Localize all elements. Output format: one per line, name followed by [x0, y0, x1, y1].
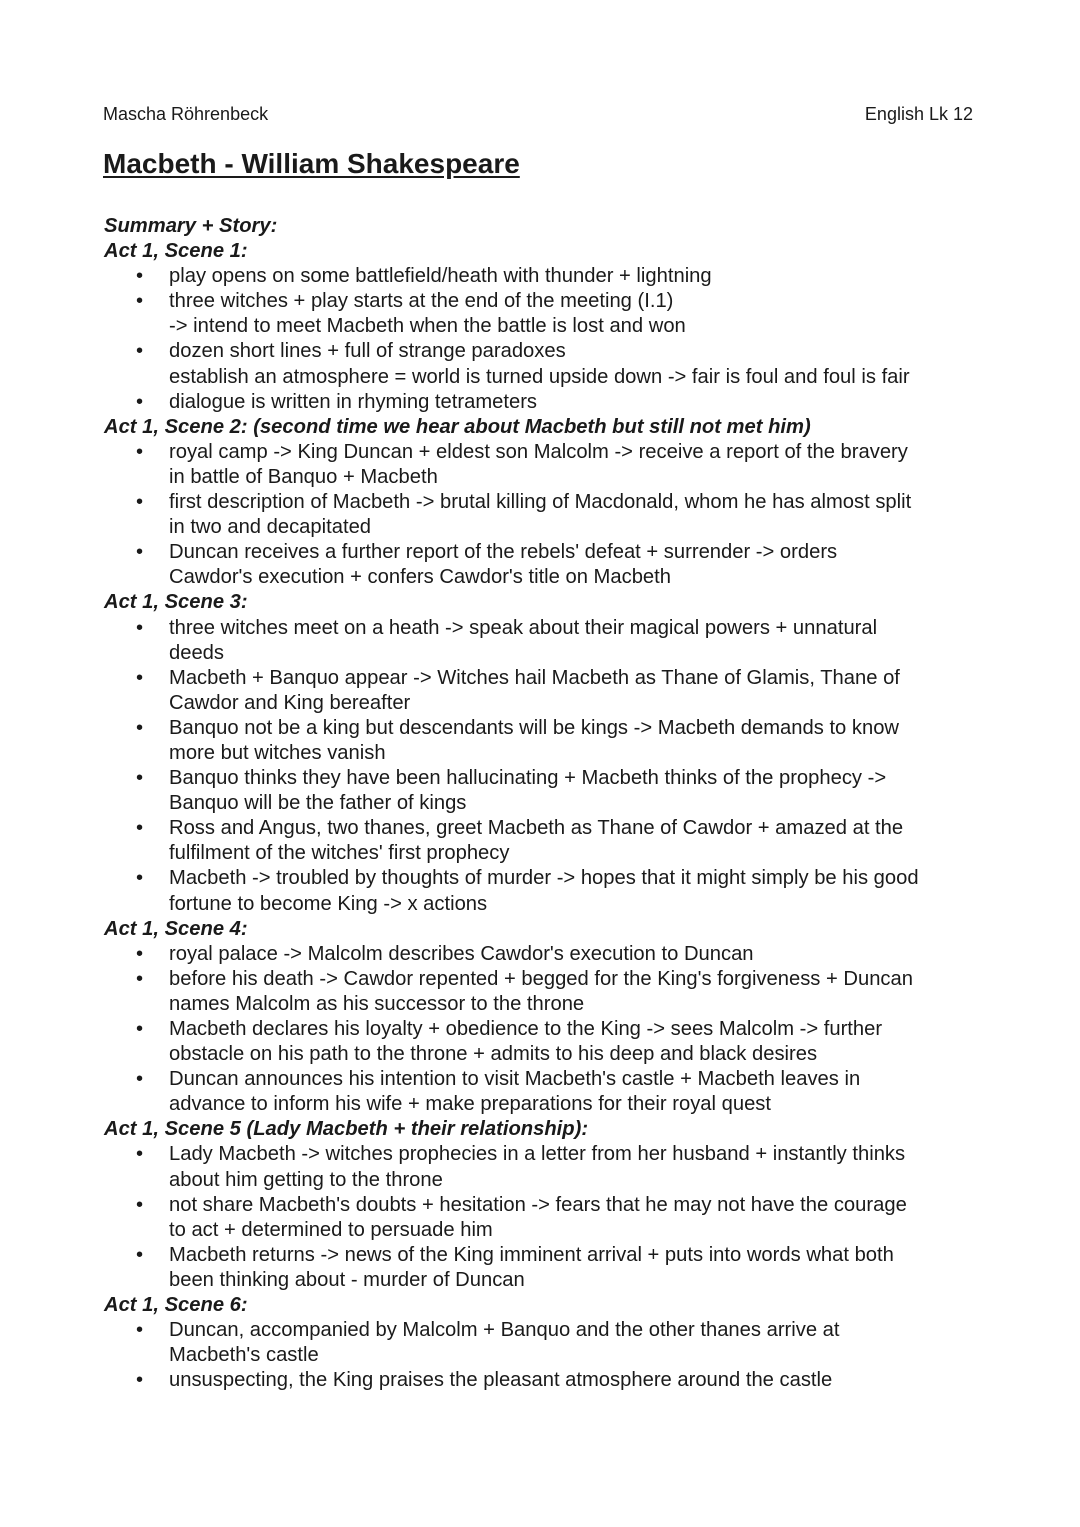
bullet-item [104, 1017, 980, 1067]
bullet-line: Macbeth's castle [169, 1344, 319, 1367]
bullet-item [104, 339, 980, 389]
bullet-item [104, 866, 980, 916]
scene-section [104, 415, 980, 591]
bullet-item [104, 1318, 980, 1368]
bullet-line: -> intend to meet Macbeth when the battle is lost and won [169, 315, 686, 338]
scene-heading: Act 1, Scene 2: (second time we hear about Macbeth but still not met him) [104, 415, 811, 438]
bullet-line: • Macbeth + Banquo appear -> Witches hail Macbeth as Thane of Glamis, Thane of [169, 666, 900, 689]
bullet-line: about him getting to the throne [169, 1168, 443, 1191]
bullet-item [104, 440, 980, 490]
bullet-item [104, 942, 980, 967]
bullet-line: • three witches meet on a heath -> speak about their magical powers + unnatural [169, 616, 878, 639]
bullet-item [104, 264, 980, 289]
bullet-item [104, 289, 980, 339]
bullet-line: advance to inform his wife + make preparations for their royal quest [169, 1093, 771, 1116]
bullet-line: • Ross and Angus, two thanes, greet Macbeth as Thane of Cawdor + amazed at the [169, 817, 904, 840]
bullet-list [104, 440, 980, 591]
bullet-item [104, 716, 980, 766]
bullet-line: • Duncan announces his intention to visit Macbeth's castle + Macbeth leaves in [169, 1068, 861, 1091]
document-title: Macbeth - William Shakespeare [103, 148, 520, 179]
bullet-item [104, 1067, 980, 1117]
scene-section [104, 590, 980, 916]
scene-heading: Act 1, Scene 4: [104, 917, 248, 940]
bullet-line: • royal camp -> King Duncan + eldest son Malcolm -> receive a report of the bravery [169, 440, 908, 463]
bullet-line: deeds [169, 641, 225, 664]
scene-heading: Act 1, Scene 6: [104, 1294, 248, 1317]
author-name: Mascha Röhrenbeck [103, 104, 269, 124]
bullet-line: been thinking about - murder of Duncan [169, 1268, 525, 1291]
scene-heading: Act 1, Scene 3: [104, 591, 248, 614]
bullet-line: • Duncan receives a further report of the rebels' defeat + surrender -> orders [169, 541, 838, 564]
bullet-item [104, 1142, 980, 1192]
bullet-item [104, 1368, 980, 1393]
bullet-line: • unsuspecting, the King praises the pleasant atmosphere around the castle [169, 1369, 833, 1392]
bullet-line: obstacle on his path to the throne + admits to his deep and black desires [169, 1043, 818, 1066]
bullet-line: • dozen short lines + full of strange paradoxes [169, 340, 566, 363]
bullet-line: Cawdor's execution + confers Cawdor's title on Macbeth [169, 566, 671, 589]
bullet-line: in battle of Banquo + Macbeth [169, 465, 438, 488]
bullet-list [104, 264, 980, 415]
bullet-list [104, 942, 980, 1118]
scene-section [104, 1117, 980, 1293]
bullet-line: to act + determined to persuade him [169, 1218, 493, 1241]
bullet-item [104, 1193, 980, 1243]
bullet-item [104, 666, 980, 716]
bullet-line: • not share Macbeth's doubts + hesitation -> fears that he may not have the courage [169, 1193, 907, 1216]
bullet-item [104, 766, 980, 816]
bullet-line: • three witches + play starts at the end of the meeting (I.1) [169, 290, 674, 313]
bullet-line: • dialogue is written in rhyming tetrameters [169, 390, 538, 413]
bullet-item [104, 816, 980, 866]
bullet-line: • royal palace -> Malcolm describes Cawdor's execution to Duncan [169, 942, 754, 965]
scene-list [104, 239, 980, 1393]
bullet-list [104, 1142, 980, 1293]
bullet-line: • first description of Macbeth -> brutal killing of Macdonald, whom he has almost split [169, 491, 912, 514]
bullet-line: • Banquo not be a king but descendants will be kings -> Macbeth demands to know [169, 716, 900, 739]
scene-section [104, 1293, 980, 1393]
scene-section [104, 239, 980, 415]
bullet-item [104, 616, 980, 666]
course-name: English Lk 12 [864, 104, 973, 124]
bullet-line: • before his death -> Cawdor repented + begged for the King's forgiveness + Duncan [169, 967, 913, 990]
bullet-item [104, 490, 980, 540]
bullet-line: • Macbeth returns -> news of the King imminent arrival + puts into words what both [169, 1243, 894, 1266]
bullet-line: fortune to become King -> x actions [169, 892, 488, 915]
bullet-line: • Duncan, accompanied by Malcolm + Banquo and the other thanes arrive at [169, 1319, 840, 1342]
bullet-line: • Macbeth -> troubled by thoughts of murder -> hopes that it might simply be his good [169, 867, 919, 890]
bullet-line: fulfilment of the witches' first prophecy [169, 842, 510, 865]
bullet-line: Cawdor and King bereafter [169, 691, 411, 714]
bullet-line: • Lady Macbeth -> witches prophecies in a letter from her husband + instantly thinks [169, 1143, 906, 1166]
bullet-item [104, 1243, 980, 1293]
bullet-line: • Banquo thinks they have been hallucinating + Macbeth thinks of the prophecy -> [169, 767, 887, 790]
bullet-list [104, 1318, 980, 1393]
scene-heading: Act 1, Scene 1: [104, 240, 248, 263]
scene-section [104, 917, 980, 1118]
bullet-list [104, 616, 980, 917]
bullet-line: • Macbeth declares his loyalty + obedience to the King -> sees Malcolm -> further [169, 1018, 883, 1040]
bullet-item [104, 967, 980, 1017]
bullet-line: more but witches vanish [169, 741, 386, 764]
bullet-line: in two and decapitated [169, 516, 372, 539]
scene-heading: Act 1, Scene 5 (Lady Macbeth + their relationship): [104, 1118, 589, 1141]
bullet-item [104, 390, 980, 415]
bullet-item [104, 540, 980, 590]
section-heading: Summary + Story: [104, 215, 278, 237]
bullet-line: establish an atmosphere = world is turned upside down -> fair is foul and foul is fair [169, 365, 910, 388]
bullet-line: names Malcolm as his successor to the throne [169, 992, 585, 1015]
bullet-line: Banquo will be the father of kings [169, 792, 467, 815]
bullet-line: • play opens on some battlefield/heath with thunder + lightning [169, 265, 712, 288]
document-body [104, 214, 980, 1393]
